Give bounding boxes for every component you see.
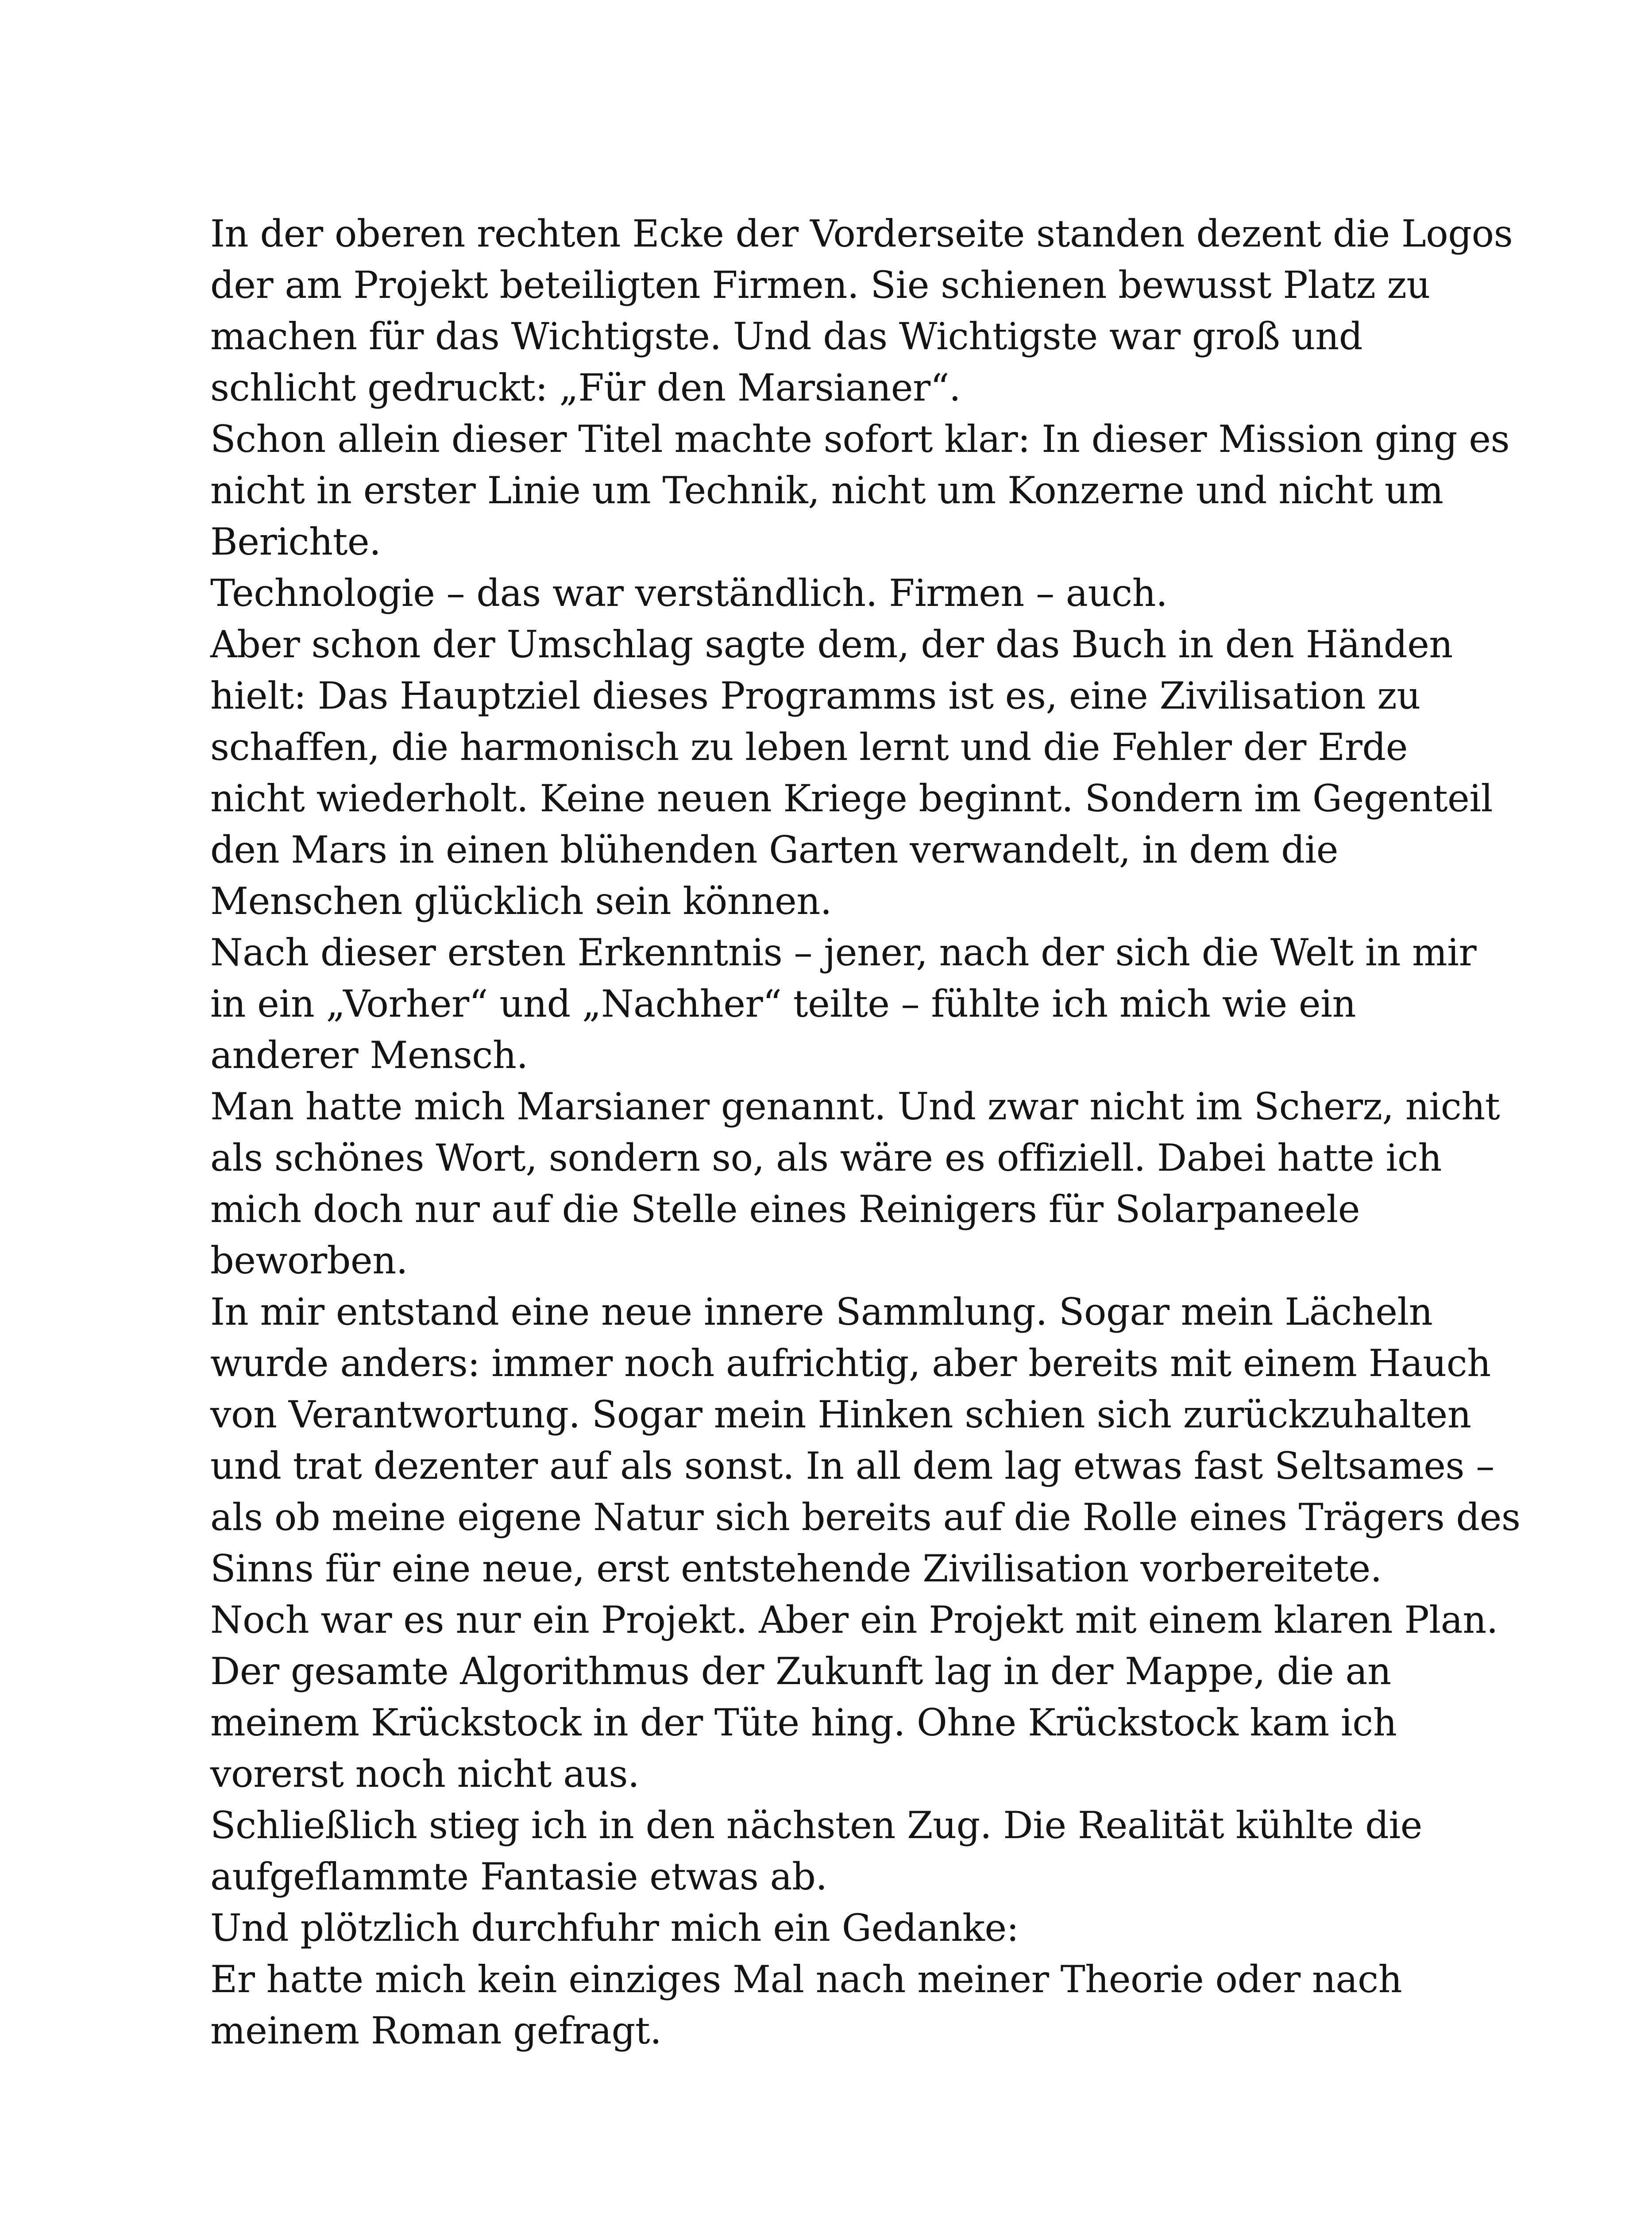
text-line: Schon allein dieser Titel machte sofort klar: In dieser Mission ging es xyxy=(210,417,1510,461)
text-line: den Mars in einen blühenden Garten verwandelt, in dem die xyxy=(210,828,1338,871)
text-line: Schließlich stieg ich in den nächsten Zug. Die Realität kühlte die xyxy=(210,1804,1422,1847)
text-line: Man hatte mich Marsianer genannt. Und zwar nicht im Scherz, nicht xyxy=(210,1085,1500,1128)
text-line: schaffen, die harmonisch zu leben lernt und die Fehler der Erde xyxy=(210,725,1408,769)
text-line: der am Projekt beteiligten Firmen. Sie schienen bewusst Platz zu xyxy=(210,263,1430,307)
text-line: meinem Krückstock in der Tüte hing. Ohne Krückstock kam ich xyxy=(210,1701,1397,1744)
text-line: anderer Mensch. xyxy=(210,1033,528,1077)
text-line: als schönes Wort, sondern so, als wäre es offiziell. Dabei hatte ich xyxy=(210,1136,1442,1180)
text-line: hielt: Das Hauptziel dieses Programms ist es, eine Zivilisation zu xyxy=(210,674,1420,717)
text-line: Aber schon der Umschlag sagte dem, der das Buch in den Händen xyxy=(210,623,1453,666)
text-line: Technologie – das war verständlich. Firmen – auch. xyxy=(210,571,1168,615)
text-line: Nach dieser ersten Erkenntnis – jener, nach der sich die Welt in mir xyxy=(210,931,1477,974)
text-line: Noch war es nur ein Projekt. Aber ein Projekt mit einem klaren Plan. xyxy=(210,1598,1498,1642)
text-line: als ob meine eigene Natur sich bereits auf die Rolle eines Trägers des xyxy=(210,1496,1521,1539)
text-line: nicht wiederholt. Keine neuen Kriege beginnt. Sondern im Gegenteil xyxy=(210,777,1493,820)
text-line: mich doch nur auf die Stelle eines Reinigers für Solarpaneele xyxy=(210,1187,1360,1231)
text-line: Er hatte mich kein einziges Mal nach meiner Theorie oder nach xyxy=(210,1958,1402,2001)
text-line: In mir entstand eine neue innere Sammlung. Sogar mein Lächeln xyxy=(210,1290,1433,1334)
text-line: In der oberen rechten Ecke der Vorderseite standen dezent die Logos xyxy=(210,212,1513,255)
text-line: Menschen glücklich sein können. xyxy=(210,879,832,923)
text-line: und trat dezenter auf als sonst. In all dem lag etwas fast Seltsames – xyxy=(210,1444,1494,1488)
text-line: nicht in erster Linie um Technik, nicht um Konzerne und nicht um xyxy=(210,469,1444,512)
text-line: aufgeflammte Fantasie etwas ab. xyxy=(210,1855,827,1898)
text-line: Sinns für eine neue, erst entstehende Zivilisation vorbereitete. xyxy=(210,1547,1382,1590)
text-line: von Verantwortung. Sogar mein Hinken schien sich zurückzuhalten xyxy=(210,1393,1471,1436)
text-line: schlicht gedruckt: „Für den Marsianer“. xyxy=(210,366,961,409)
text-line: meinem Roman gefragt. xyxy=(210,2009,662,2052)
text-line: Und plötzlich durchfuhr mich ein Gedanke: xyxy=(210,1906,1019,1950)
text-line: Berichte. xyxy=(210,520,381,563)
body-text xyxy=(210,208,1521,2056)
text-line: Der gesamte Algorithmus der Zukunft lag in der Mappe, die an xyxy=(210,1650,1391,1693)
text-line: wurde anders: immer noch aufrichtig, aber bereits mit einem Hauch xyxy=(210,1342,1491,1385)
text-line: in ein „Vorher“ und „Nachher“ teilte – fühlte ich mich wie ein xyxy=(210,982,1356,1026)
text-line: vorerst noch nicht aus. xyxy=(210,1752,640,1796)
text-line: beworben. xyxy=(210,1239,408,1282)
text-line: machen für das Wichtigste. Und das Wichtigste war groß und xyxy=(210,315,1363,358)
